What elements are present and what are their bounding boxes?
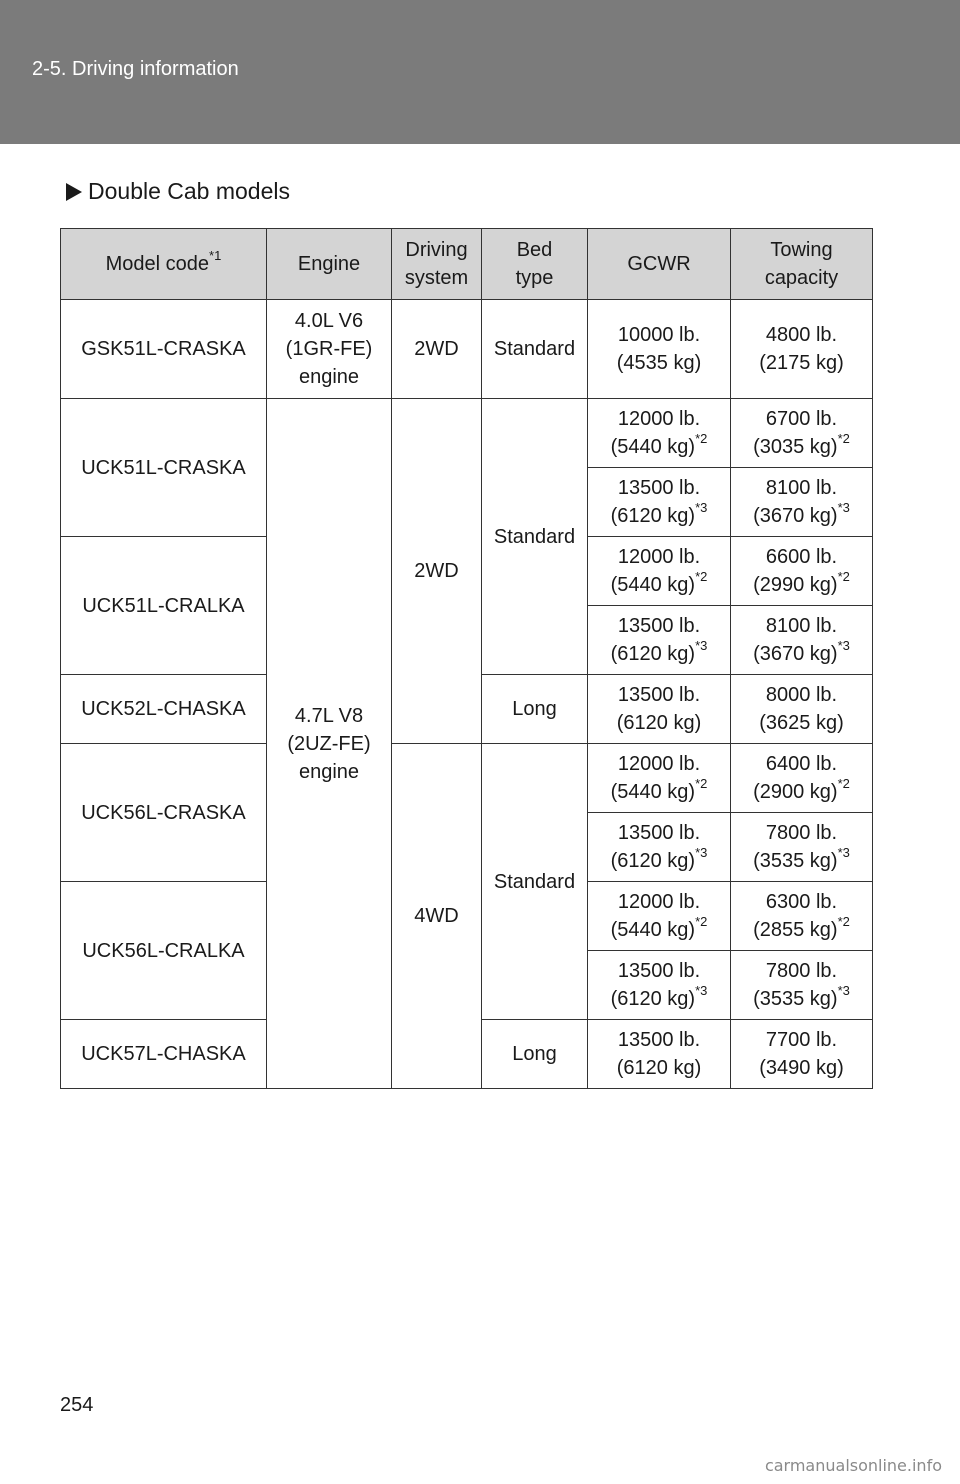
table-row [61,399,873,468]
drive-cell: 2WD [392,300,482,399]
watermark-text: carmanualsonline.info [764,1456,942,1475]
table-row [61,300,873,399]
header-gcwr: GCWR [588,229,731,300]
gcwr-cell: 13500 lb. (6120 kg) [588,675,731,744]
table-row [61,744,873,813]
triangle-right-icon [66,183,82,201]
gcwr-cell: 12000 lb. (5440 kg)$^{*2}$ [588,882,731,951]
model-code-cell: UCK56L-CRASKA [61,744,267,882]
bed-cell: Standard [482,744,588,1020]
model-code-cell: UCK51L-CRASKA [61,399,267,537]
towing-spec-table [60,228,873,1089]
towing-cell: 6400 lb. (2900 kg)$^{*2}$ [731,744,873,813]
bed-cell: Long [482,1020,588,1089]
bed-cell: Long [482,675,588,744]
towing-cell: 8100 lb. (3670 kg)$^{*3}$ [731,606,873,675]
gcwr-cell: 12000 lb. (5440 kg)$^{*2}$ [588,537,731,606]
model-code-cell: UCK52L-CHASKA [61,675,267,744]
towing-cell: 7800 lb. (3535 kg)$^{*3}$ [731,813,873,882]
gcwr-cell: 13500 lb. (6120 kg) [588,1020,731,1089]
towing-cell: 8100 lb. (3670 kg)$^{*3}$ [731,468,873,537]
towing-cell: 6600 lb. (2990 kg)$^{*2}$ [731,537,873,606]
gcwr-cell: 12000 lb. (5440 kg)$^{*2}$ [588,744,731,813]
model-code-cell: GSK51L-CRASKA [61,300,267,399]
gcwr-cell: 13500 lb. (6120 kg)$^{*3}$ [588,813,731,882]
model-code-cell: UCK56L-CRALKA [61,882,267,1020]
towing-cell: 8000 lb. (3625 kg) [731,675,873,744]
engine-cell: 4.0L V6 (1GR-FE) engine [267,300,392,399]
towing-cell: 6700 lb. (3035 kg)$^{*2}$ [731,399,873,468]
towing-cell: 7800 lb. (3535 kg)$^{*3}$ [731,951,873,1020]
page-number: 254 [60,1394,94,1416]
header-engine: Engine [267,229,392,300]
bed-cell: Standard [482,399,588,675]
header-towing-capacity: Towing capacity [731,229,873,300]
gcwr-cell: 12000 lb. (5440 kg)$^{*2}$ [588,399,731,468]
table-header-row [61,229,873,300]
section-label: 2-5. Driving information [32,58,239,80]
drive-cell: 2WD [392,399,482,744]
model-code-cell: UCK57L-CHASKA [61,1020,267,1089]
gcwr-cell: 10000 lb. (4535 kg) [588,300,731,399]
towing-cell: 4800 lb. (2175 kg) [731,300,873,399]
drive-cell: 4WD [392,744,482,1089]
towing-cell: 6300 lb. (2855 kg)$^{*2}$ [731,882,873,951]
header-band [0,0,960,144]
subheading-text: Double Cab models [88,178,291,204]
towing-cell: 7700 lb. (3490 kg) [731,1020,873,1089]
gcwr-cell: 13500 lb. (6120 kg)$^{*3}$ [588,606,731,675]
subheading [66,178,290,205]
model-code-cell: UCK51L-CRALKA [61,537,267,675]
bed-cell: Standard [482,300,588,399]
header-model-code: Model code$^{*1}$ [61,229,267,300]
engine-cell: 4.7L V8 (2UZ-FE) engine [267,399,392,1089]
header-bed-type: Bed type [482,229,588,300]
header-driving-system: Driving system [392,229,482,300]
gcwr-cell: 13500 lb. (6120 kg)$^{*3}$ [588,468,731,537]
gcwr-cell: 13500 lb. (6120 kg)$^{*3}$ [588,951,731,1020]
